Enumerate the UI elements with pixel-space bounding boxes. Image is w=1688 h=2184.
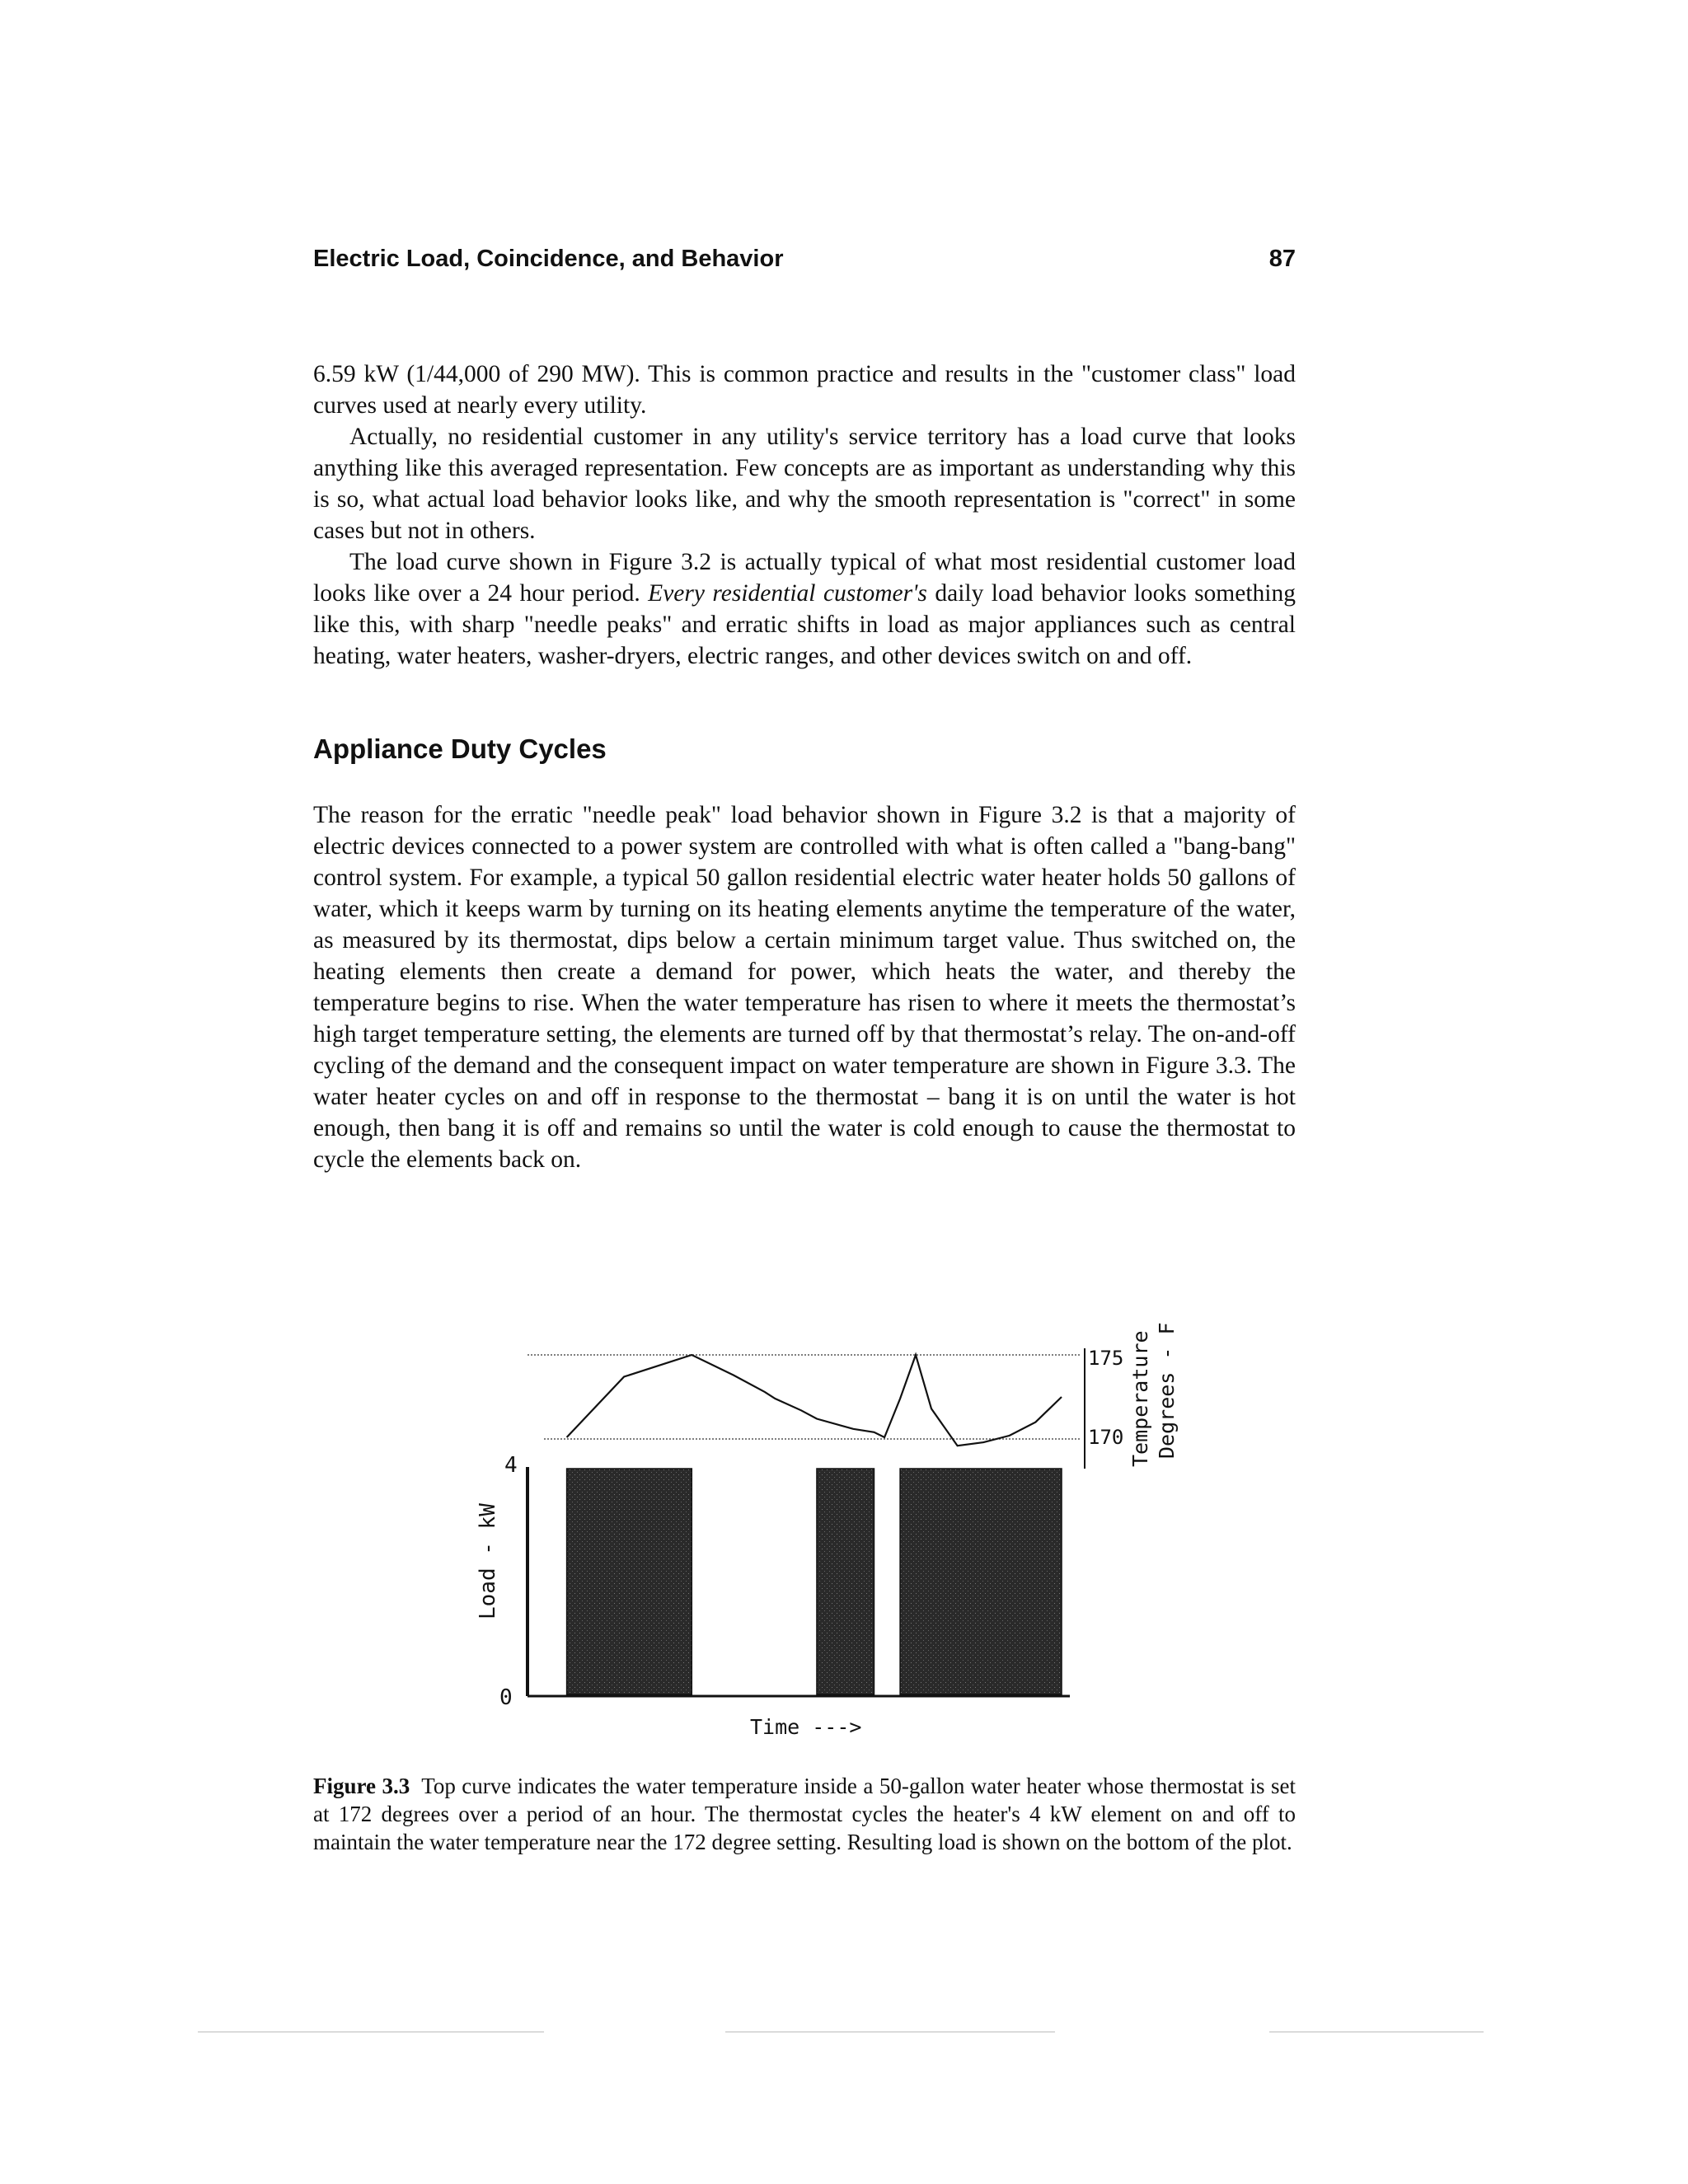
figure-label: Figure 3.3 [313,1774,410,1798]
load-block-3 [900,1469,1062,1694]
running-head [313,246,1296,273]
load-block-2 [817,1469,874,1694]
section-heading: Appliance Duty Cycles [313,733,607,764]
chapter-title: Electric Load, Coincidence, and Behavior [313,246,784,272]
load-blocks [567,1469,1062,1694]
load-axis-label: Load - kW [476,1503,500,1619]
temperature-curve [567,1355,1062,1446]
scan-marks [198,2032,1484,2035]
intro-text [313,359,1296,672]
temp-axis-label-line2: Degrees - F [1155,1322,1179,1459]
temp-tick-175: 175 [1088,1347,1124,1370]
paragraph-continuation: 6.59 kW (1/44,000 of 290 MW). This is common practice and results in the "customer class" load curves used at nearly every utility. [313,361,1296,419]
load-tick-0: 0 [499,1685,513,1710]
temp-tick-170: 170 [1088,1426,1124,1449]
page-number: 87 [1268,246,1296,272]
load-tick-4: 4 [504,1453,518,1478]
paragraph-needle-peaks [313,546,1296,672]
paragraph-bang-bang: The reason for the erratic "needle peak" load behavior shown in Figure 3.2 is that a majority of electric devices connected to a power system are controlled with what is often called a "bang-bang" control system. For example, a typical 50 gallon residential electric water heater holds 50 gallons of water, which it keeps warm by turning on its heating elements anytime the temperature of the water, as measured by its thermostat, dips below a certain minimum target value. Thus switched on, the heating elements then create a demand for power, which heats the water, and thereby the temperature begins to rise. When the water temperature has risen to where it meets the thermostat’s high target temperature setting, the elements are turned off by that thermostat’s relay. The on-and-off cycling of the demand and the consequent impact on water temperature are shown in Figure 3.3. The water heater cycles on and off in response to the thermostat – bang it is on until the water is hot enough, then bang it is off and remains so until the water is cold enough to cause the thermostat to cycle the elements back on. [313,802,1296,1173]
temp-axis-label-line1: Temperature [1128,1330,1152,1467]
paragraph3-italic: Every residential customer's [648,580,927,607]
paragraph3-after: daily load behavior looks something like this, with sharp "needle peaks" and erratic shifts in load as major appliances such as central heating, water heaters, washer-dryers, electric ranges, and other devices switch on and off. [313,580,1296,669]
paragraph3-before: The load curve shown in Figure 3.2 is actually typical of what most residential customer load looks like over a 24 hour period. [313,549,1296,607]
figure-caption [313,1772,1296,1856]
time-axis-label: Time ---> [750,1715,862,1739]
figure-caption-text: Top curve indicates the water temperature inside a 50-gallon water heater whose thermostat is set at 172 degrees over a period of an hour. The thermostat cycles the heater's 4 kW element on and off to maintain the water temperature near the 172 degree setting. Resulting load is shown on the bottom of the plot. [313,1774,1296,1854]
section-text [313,799,1296,1175]
paragraph-averaged-representation: Actually, no residential customer in any utility's service territory has a load curve that looks anything like this averaged representation. Few concepts are as important as understanding why this is so, what actual load behavior looks like, and why the smooth representation is "correct" in some cases but not in others. [313,424,1296,544]
load-block-1 [567,1469,692,1694]
